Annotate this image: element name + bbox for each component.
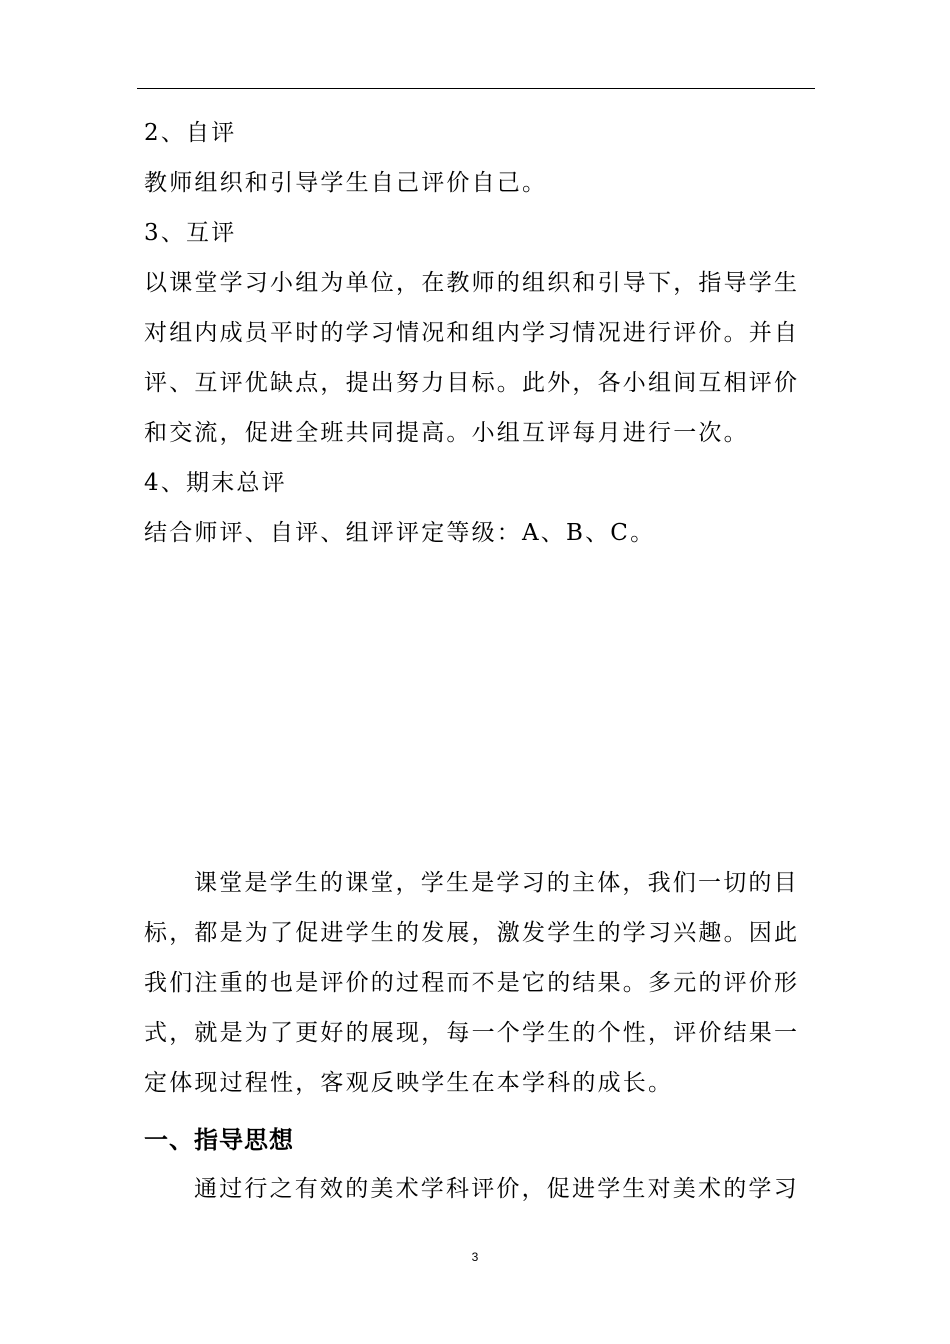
guiding-section — [144, 1120, 814, 1214]
intro-line: 课堂是学生的课堂，学生是学习的主体，我们一切的目 — [194, 870, 799, 896]
peer-eval-line: 评、互评优缺点，提出努力目标。此外，各小组间互相评价 — [144, 370, 800, 396]
peer-eval-line: 以课堂学习小组为单位，在教师的组织和引导下，指导学生 — [144, 270, 800, 296]
section-heading: 一、指导思想 — [144, 1126, 294, 1154]
item-self-eval-text: 教师组织和引导学生自己评价自己。 — [144, 170, 548, 196]
item-final-eval-text: 结合师评、自评、组评评定等级：A、B、C。 — [144, 520, 656, 546]
item-peer-eval-text — [144, 258, 814, 458]
intro-line: 标，都是为了促进学生的发展，激发学生的学习兴趣。因此 — [144, 920, 800, 946]
intro-paragraph — [144, 858, 814, 1108]
intro-line: 式，就是为了更好的展现，每一个学生的个性，评价结果一 — [144, 1020, 800, 1046]
intro-line: 我们注重的也是评价的过程而不是它的结果。多元的评价形 — [144, 970, 800, 996]
evaluation-methods-section — [144, 108, 814, 558]
peer-eval-line: 对组内成员平时的学习情况和组内学习情况进行评价。并自 — [144, 320, 800, 346]
header-rule — [137, 88, 815, 89]
guiding-line: 通过行之有效的美术学科评价，促进学生对美术的学习 — [194, 1176, 799, 1202]
peer-eval-line: 和交流，促进全班共同提高。小组互评每月进行一次。 — [144, 420, 749, 446]
intro-line: 定体现过程性，客观反映学生在本学科的成长。 — [144, 1070, 674, 1096]
item-final-eval-title: 4、期末总评 — [144, 470, 287, 496]
item-self-eval-title: 2、自评 — [144, 120, 237, 146]
page-number: 3 — [471, 1250, 479, 1264]
item-peer-eval-title: 3、互评 — [144, 220, 237, 246]
